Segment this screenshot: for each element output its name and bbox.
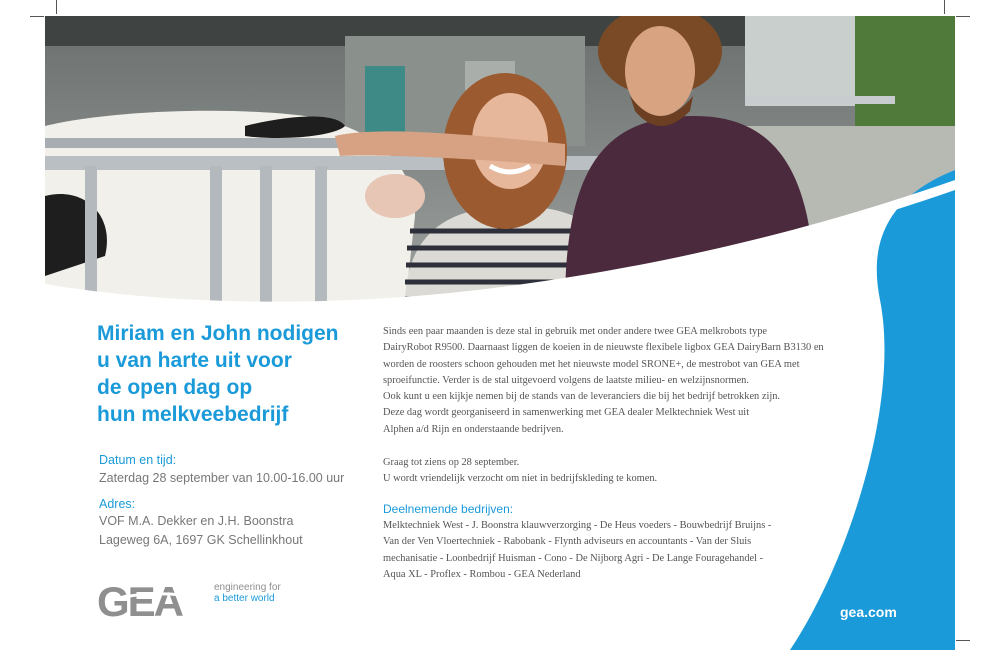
participants-label: Deelnemende bedrijven:	[383, 502, 514, 516]
paragraph-line: Alphen a/d Rijn en onderstaande bedrijven.	[383, 423, 564, 435]
participants-line: Van der Ven Vloertechniek - Rabobank - Flynth adviseurs en accountants - Van der Sluis	[383, 536, 752, 548]
paragraph-line: Sinds een paar maanden is deze stal in gebruik met onder andere twee GEA melkrobots type	[383, 326, 768, 337]
gea-logo-mark	[97, 578, 217, 622]
closing-line: U wordt vriendelijk verzocht om niet in bedrijfskleding te komen.	[383, 473, 658, 485]
participants-list	[383, 518, 883, 583]
paragraph-line: DairyRobot R9500. Daarnaast liggen de koeien in de nieuwste flexibele ligbox GEA DairyBarn B3130 en	[383, 342, 824, 354]
headline-line: u van harte uit voor	[97, 349, 292, 372]
tagline-line-2: a better world	[214, 593, 275, 604]
paragraph-line: Ook kunt u een kijkje nemen bij de stands van de leveranciers die bij het bedrijf betrokken zijn.	[383, 391, 781, 403]
tagline-line-1: engineering for	[214, 582, 281, 593]
paragraph-line: sproeifunctie. Verder is de stal uitgevoerd volgens de laatste milieu- en welzijnsnormen.	[383, 374, 749, 386]
headline-line: Miriam en John nodigen	[97, 322, 339, 345]
datetime-label: Datum en tijd:	[99, 453, 177, 467]
address-label: Adres:	[99, 497, 136, 511]
closing-line: Graag tot ziens op 28 september.	[383, 457, 520, 468]
gea-logo-text: GEA	[97, 578, 183, 622]
website-link[interactable]: gea.com	[840, 604, 897, 620]
headline	[97, 320, 377, 428]
address-line: Lageweg 6A, 1697 GK Schellinkhout	[99, 533, 303, 547]
participants-line: Aqua XL - Proflex - Rombou - GEA Nederland	[383, 568, 581, 580]
paragraph-line: worden de roosters schoon gehouden met het nieuwste model SRONE+, de mestrobot van GEA met	[383, 358, 800, 370]
invitation-paragraph	[383, 324, 883, 438]
gea-logo	[97, 578, 217, 627]
participants-line: Melktechniek West - J. Boonstra klauwverzorging - De Heus voeders - Bouwbedrijf Bruijns -	[383, 520, 772, 531]
headline-line: hun melkveebedrijf	[97, 403, 289, 426]
paragraph-line: Deze dag wordt georganiseerd in samenwerking met GEA dealer Melktechniek West uit	[383, 407, 750, 419]
participants-line: mechanisatie - Loonbedrijf Huisman - Cono - De Nijborg Agri - De Lange Fouragehandel -	[383, 552, 764, 564]
datetime-value: Zaterdag 28 september van 10.00-16.00 uur	[99, 471, 345, 485]
closing-text	[383, 455, 883, 488]
headline-line: de open dag op	[97, 376, 253, 399]
address-line: VOF M.A. Dekker en J.H. Boonstra	[99, 514, 294, 528]
